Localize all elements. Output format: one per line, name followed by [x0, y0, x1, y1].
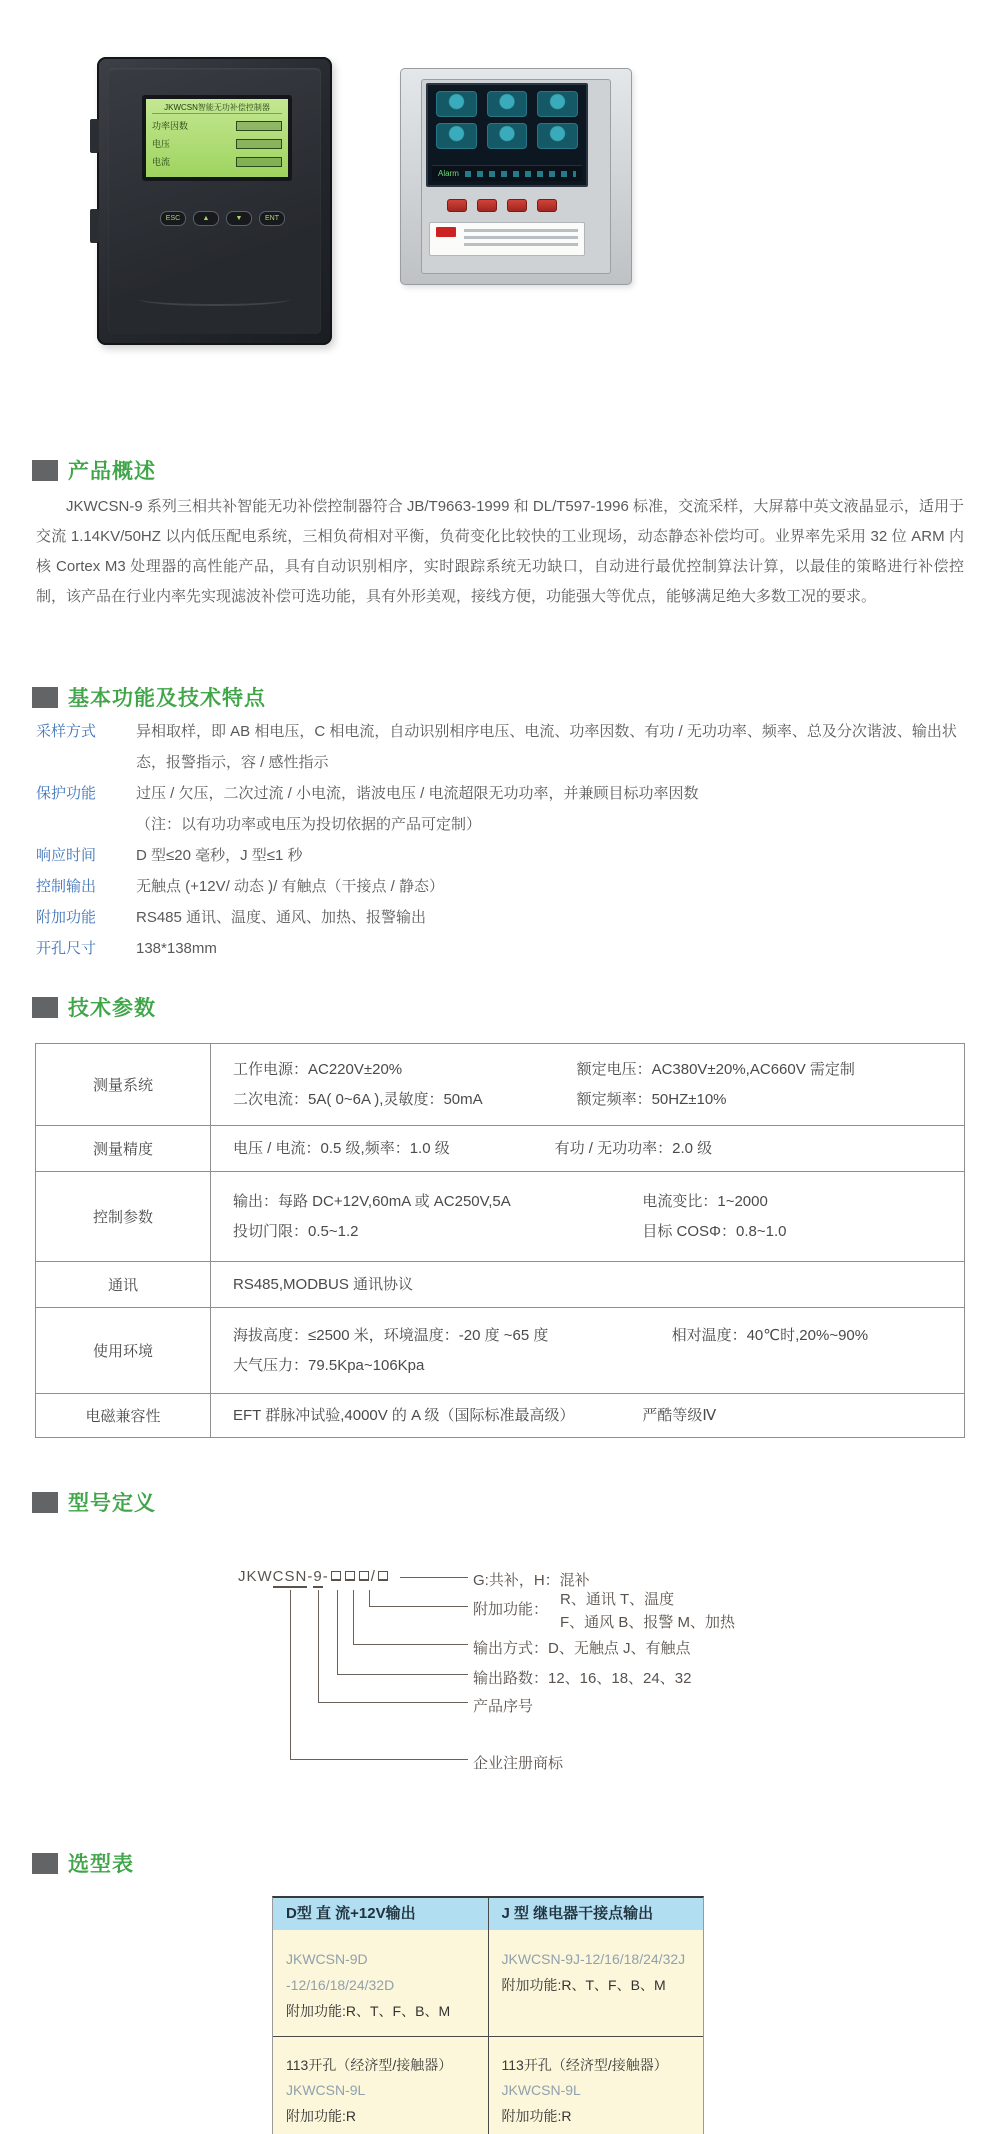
selection-table-header — [273, 1898, 703, 1930]
lcd-value-box — [236, 157, 282, 167]
features-list — [36, 716, 966, 964]
column-header-j-type: J 型 继电器干接点输出 — [501, 1905, 654, 1922]
model-number: JKWCSN-9L — [501, 2082, 581, 2098]
model-output-count-label: 输出路数：12、16、18、24、32 — [473, 1670, 692, 1687]
section-marker-icon — [32, 687, 58, 708]
table-row — [36, 1308, 964, 1394]
feature-value: RS485 通讯、温度、通风、加热、报警输出 — [136, 909, 427, 926]
model-number: JKWCSN-9D -12/16/18/24/32D — [286, 1951, 395, 1993]
section-features-heading — [32, 682, 266, 712]
section-model-heading — [32, 1487, 156, 1517]
param-cell: 电流变比：1~2000 — [642, 1192, 768, 1210]
red-button — [447, 199, 467, 212]
alarm-label: Alarm — [438, 169, 459, 178]
menu-icon — [436, 123, 477, 149]
row-header: 电磁兼容性 — [36, 1394, 211, 1437]
cell-note: 113开孔（经济型/接触器） — [501, 2057, 668, 2073]
menu-icon — [537, 91, 578, 117]
table-row — [36, 1394, 964, 1438]
feature-label: 开孔尺寸 — [36, 940, 97, 957]
panel-arc-detail — [138, 292, 291, 306]
mounting-clip — [90, 209, 99, 243]
feature-label: 附加功能 — [36, 909, 97, 926]
feature-label: 采样方式 — [36, 723, 97, 740]
model-type-label: G:共补，H：混补 — [473, 1572, 590, 1589]
section-title: 基本功能及技术特点 — [68, 687, 266, 710]
param-cell: 输出：每路 DC+12V,60mA 或 AC250V,5A — [233, 1192, 511, 1210]
param-cell: 有功 / 无功功率：2.0 级 — [554, 1139, 713, 1157]
feature-item — [36, 716, 966, 778]
addon-functions: 附加功能:R、T、F、B、M — [286, 2003, 451, 2019]
table-row — [36, 1126, 964, 1172]
cell-note: 113开孔（经济型/接触器） — [286, 2057, 453, 2073]
addon-functions: 附加功能:R — [286, 2108, 356, 2124]
up-button: ▲ — [193, 211, 219, 226]
selection-cell — [489, 2037, 704, 2134]
feature-label: 控制输出 — [36, 878, 97, 895]
mounting-clip — [90, 119, 99, 153]
model-trademark-label: 企业注册商标 — [473, 1755, 564, 1772]
red-button — [477, 199, 497, 212]
row-header: 测量精度 — [36, 1126, 211, 1171]
code-box-type — [378, 1571, 388, 1581]
product-photo-controller-black — [97, 57, 332, 345]
section-title: 产品概述 — [68, 460, 156, 483]
param-cell: RS485,MODBUS 通讯协议 — [233, 1275, 414, 1293]
row-header: 使用环境 — [36, 1308, 211, 1393]
row-header: 通讯 — [36, 1262, 211, 1307]
model-serial-label: 产品序号 — [473, 1698, 534, 1715]
nameplate-label — [429, 222, 585, 256]
feature-label: 响应时间 — [36, 847, 97, 864]
code-box-output-count — [331, 1571, 341, 1581]
feature-value: 无触点 (+12V/ 动态 )/ 有触点（干接点 / 静态） — [136, 878, 444, 895]
section-marker-icon — [32, 1492, 58, 1513]
section-marker-icon — [32, 460, 58, 481]
section-params-heading — [32, 992, 156, 1022]
lcd-row-label: 功率因数 — [152, 121, 189, 131]
param-cell: 严酷等级Ⅳ — [642, 1406, 717, 1424]
param-cell: 额定电压：AC380V±20%,AC660V 需定制 — [576, 1060, 855, 1078]
table-row — [36, 1262, 964, 1308]
feature-label: 保护功能 — [36, 785, 97, 802]
row-header: 测量系统 — [36, 1044, 211, 1125]
selection-cell — [489, 1930, 704, 2036]
param-cell: 电压 / 电流：0.5 级,频率：1.0 级 — [233, 1139, 450, 1157]
enter-button: ENT — [259, 211, 285, 226]
waveform-graphic — [465, 171, 576, 177]
lcd-title: JKWCSN智能无功补偿控制器 — [152, 102, 282, 114]
lcd-value-box — [236, 121, 282, 131]
code-box-output-mode — [345, 1571, 355, 1581]
down-button: ▼ — [226, 211, 252, 226]
section-overview-heading — [32, 455, 156, 485]
param-cell: 投切门限：0.5~1.2 — [233, 1222, 359, 1240]
addon-functions: 附加功能:R — [501, 2108, 572, 2124]
feature-value: 138*138mm — [136, 940, 217, 957]
product-photo-controller-silver — [400, 68, 632, 285]
section-title: 选型表 — [68, 1853, 134, 1876]
section-title: 型号定义 — [68, 1492, 156, 1515]
menu-icon — [537, 123, 578, 149]
model-code: JKWCSN-9- / — [238, 1568, 390, 1585]
param-cell: 相对温度：40℃时,20%~90% — [671, 1326, 869, 1344]
table-row — [36, 1044, 964, 1126]
feature-value: 异相取样，即 AB 相电压，C 相电流，自动识别相序电压、电流、功率因数、有功 / 无功功率、频率、总及分次谐波、输出状态，报警指示，容 / 感性指示 — [136, 723, 957, 771]
param-cell: 海拔高度：≤2500 米，环境温度：-20 度 ~65 度 — [233, 1326, 549, 1344]
lcd-row-label: 电压 — [152, 139, 171, 149]
feature-item — [36, 933, 966, 964]
section-selection-heading — [32, 1848, 134, 1878]
section-title: 技术参数 — [68, 997, 156, 1020]
code-serial-segment: 9 — [313, 1568, 322, 1588]
model-output-mode-label: 输出方式：D、无触点 J、有触点 — [473, 1640, 691, 1657]
brand-mark — [436, 227, 456, 237]
lcd-value-box — [236, 139, 282, 149]
tech-params-table — [35, 1043, 965, 1438]
lcd-screen — [142, 95, 292, 181]
feature-value: D 型≤20 毫秒，J 型≤1 秒 — [136, 847, 303, 864]
menu-icon — [487, 123, 528, 149]
code-trademark-segment: CSN — [273, 1568, 308, 1588]
connector-line — [400, 1577, 468, 1578]
esc-button: ESC — [160, 211, 186, 226]
controller-front-panel — [108, 68, 321, 334]
overview-paragraph: JKWCSN-9 系列三相共补智能无功补偿控制器符合 JB/T9663-1999 和 DL/T597-1996 标准，交流采样，大屏幕中英文液晶显示，适用于交流 1.14KV/50HZ 以内低压配电系统，三相负荷相对平衡，负荷变化比较快的工业现场，动态静态补偿均可。业界率先采用 32 位 ARM 内核 Cortex M3 处理器的高性能产品，具有自动识别相序，实时跟踪系统无功缺口，自动进行最优控制算法计算，以最佳的策略进行补偿控制，该产品在行业内率先实现滤波补偿可选功能，具有外形美观，接线方便，功能强大等优点，能够满足绝大多数工况的要求。 — [36, 498, 964, 605]
red-button-row — [447, 199, 557, 212]
section-marker-icon — [32, 1853, 58, 1874]
red-button — [537, 199, 557, 212]
feature-item — [36, 840, 966, 871]
selection-cell — [273, 1930, 489, 2036]
param-cell: 目标 COSΦ：0.8~1.0 — [642, 1222, 787, 1240]
alarm-status-bar — [432, 165, 582, 181]
param-cell: 额定频率：50HZ±10% — [576, 1090, 727, 1108]
section-marker-icon — [32, 997, 58, 1018]
selection-table — [272, 1896, 704, 2134]
feature-value: 过压 / 欠压，二次过流 / 小电流，谐波电压 / 电流超限无功功率，并兼顾目标功率因数 （注：以有功功率或电压为投切依据的产品可定制） — [136, 785, 699, 833]
lcd-row-label: 电流 — [152, 157, 171, 167]
menu-icon — [487, 91, 528, 117]
feature-item — [36, 871, 966, 902]
model-addon-options-1: R、通讯 T、温度 — [560, 1591, 675, 1608]
menu-icon — [436, 91, 477, 117]
feature-item — [36, 902, 966, 933]
param-cell: EFT 群脉冲试验,4000V 的 A 级（国际标准最高级） — [233, 1406, 575, 1424]
model-addon-options-2: F、通风 B、报警 M、加热 — [560, 1614, 735, 1631]
red-button — [507, 199, 527, 212]
front-button-row — [160, 211, 285, 226]
selection-row — [273, 2036, 703, 2134]
addon-functions: 附加功能:R、T、F、B、M — [501, 1977, 666, 1993]
color-screen — [426, 83, 588, 187]
param-cell: 工作电源：AC220V±20% — [233, 1060, 403, 1078]
model-addon-label: 附加功能： — [473, 1601, 549, 1618]
selection-row — [273, 1930, 703, 2036]
feature-note: （注：以有功功率或电压为投切依据的产品可定制） — [136, 816, 482, 833]
screen-icon-grid — [436, 91, 578, 149]
param-cell: 大气压力：79.5Kpa~106Kpa — [233, 1356, 425, 1374]
model-number: JKWCSN-9J-12/16/18/24/32J — [501, 1951, 686, 1967]
code-box-addon — [359, 1571, 369, 1581]
row-header: 控制参数 — [36, 1172, 211, 1261]
connector-line — [290, 1590, 468, 1760]
nameplate-text-lines — [464, 227, 578, 251]
column-header-d-type: D型 直 流+12V输出 — [273, 1898, 489, 1930]
table-row — [36, 1172, 964, 1262]
model-number: JKWCSN-9L — [286, 2082, 366, 2098]
feature-item — [36, 778, 966, 840]
selection-cell — [273, 2037, 489, 2134]
param-cell: 二次电流：5A( 0~6A ),灵敏度：50mA — [233, 1090, 483, 1108]
